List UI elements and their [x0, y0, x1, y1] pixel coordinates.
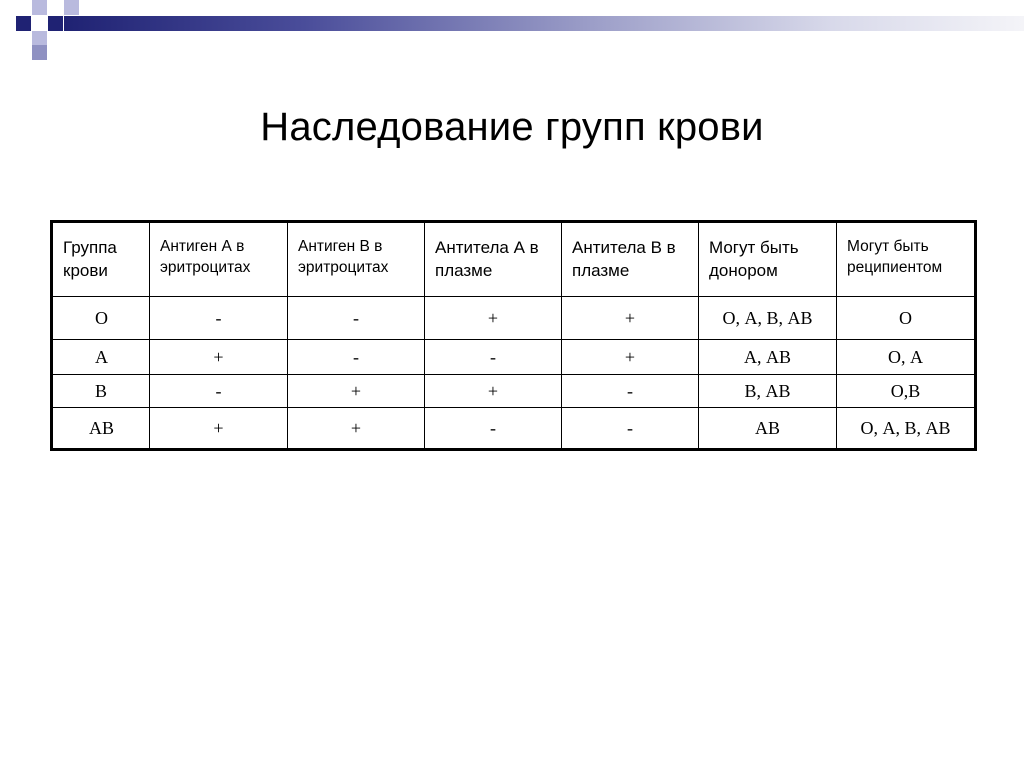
- table-cell: -: [288, 297, 425, 340]
- table-cell: +: [562, 340, 699, 375]
- table-cell: +: [562, 297, 699, 340]
- decor-square: [48, 16, 63, 31]
- table-cell: +: [288, 408, 425, 450]
- table-cell: О: [837, 297, 976, 340]
- column-header: Антитела А в плазме: [425, 222, 562, 297]
- table-cell: -: [288, 340, 425, 375]
- decor-square: [32, 0, 47, 15]
- column-header: Антиген В в эритроцитах: [288, 222, 425, 297]
- table-cell: -: [150, 297, 288, 340]
- decor-square: [16, 16, 31, 31]
- table-cell: +: [425, 375, 562, 408]
- table-cell: -: [562, 408, 699, 450]
- table-cell: АВ: [52, 408, 150, 450]
- table-cell: +: [425, 297, 562, 340]
- decor-square: [64, 0, 79, 15]
- table-cell: +: [150, 340, 288, 375]
- table-row: [52, 340, 976, 375]
- table-cell: В, АВ: [699, 375, 837, 408]
- table-row: [52, 375, 976, 408]
- table-cell: +: [288, 375, 425, 408]
- table-cell: А, АВ: [699, 340, 837, 375]
- header-gradient-bar: [64, 16, 1024, 31]
- table-cell: -: [150, 375, 288, 408]
- slide-title: Наследование групп крови: [260, 105, 764, 149]
- table-cell: -: [425, 340, 562, 375]
- table-cell: О,В: [837, 375, 976, 408]
- table-cell: О, А, В, АВ: [837, 408, 976, 450]
- table-cell: АВ: [699, 408, 837, 450]
- decor-square: [32, 45, 47, 60]
- table-cell: О, А, В, АВ: [699, 297, 837, 340]
- column-header: Антитела В в плазме: [562, 222, 699, 297]
- table-header-row: [52, 222, 976, 297]
- column-header: Антиген А в эритроцитах: [150, 222, 288, 297]
- table-row: [52, 297, 976, 340]
- decor-square: [32, 31, 47, 46]
- column-header: Могут быть реципиентом: [837, 222, 976, 297]
- table-cell: О, А: [837, 340, 976, 375]
- column-header: Группа крови: [52, 222, 150, 297]
- table-cell: -: [562, 375, 699, 408]
- column-header: Могут быть донором: [699, 222, 837, 297]
- blood-group-table: [50, 220, 977, 451]
- table-cell: +: [150, 408, 288, 450]
- decor-square: [48, 31, 63, 46]
- table-cell: А: [52, 340, 150, 375]
- table-cell: В: [52, 375, 150, 408]
- table-cell: -: [425, 408, 562, 450]
- table-row: [52, 408, 976, 450]
- table-cell: О: [52, 297, 150, 340]
